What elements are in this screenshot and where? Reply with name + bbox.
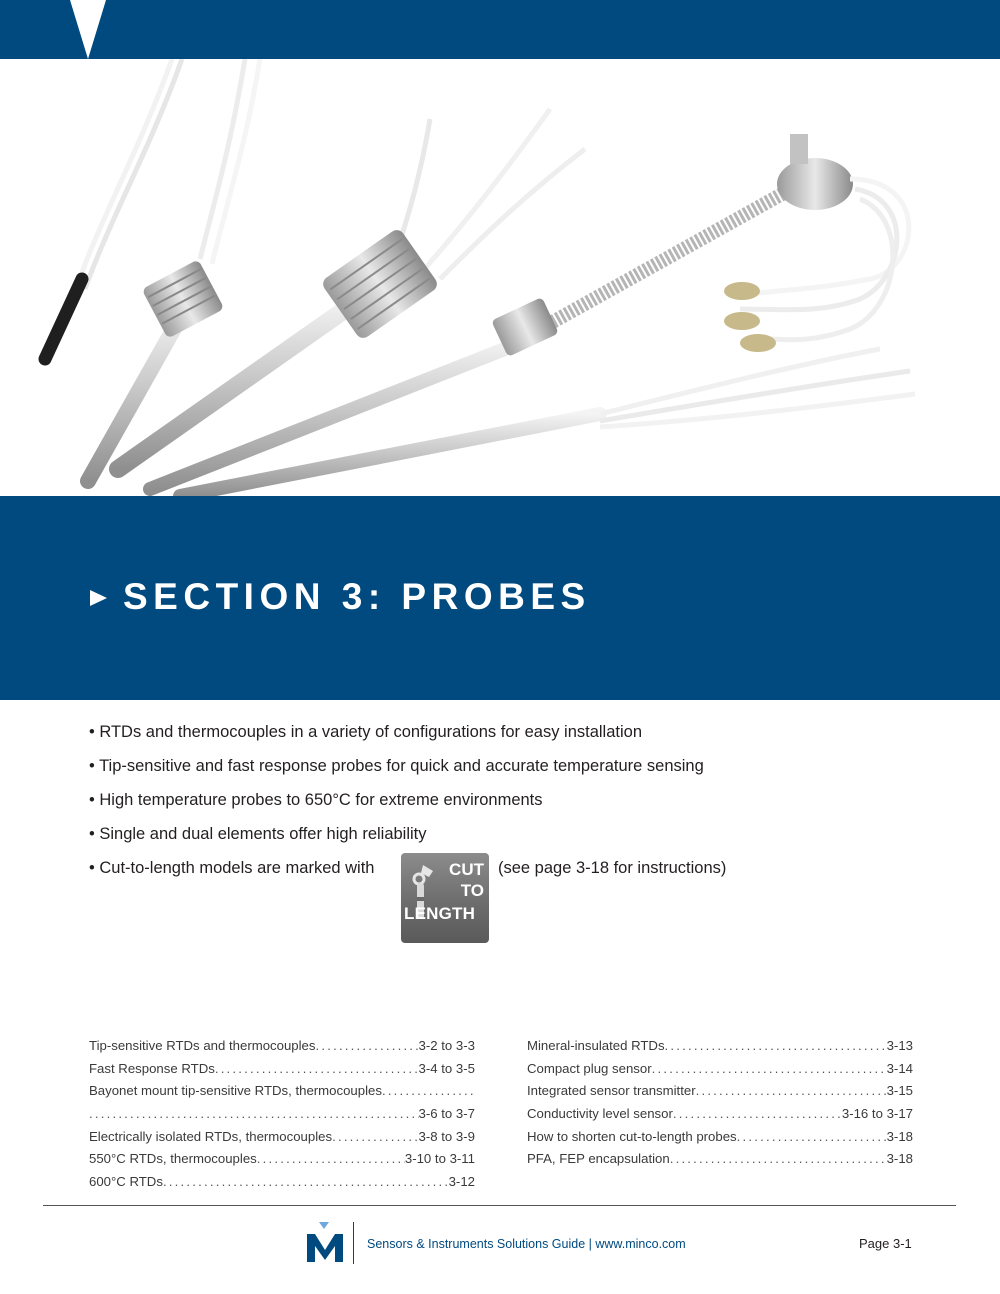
footer-divider — [43, 1205, 956, 1206]
toc-row[interactable] — [527, 1058, 913, 1081]
toc-label: Bayonet mount tip-sensitive RTDs, thermocouples — [89, 1083, 382, 1099]
toc-label: Conductivity level sensor — [527, 1106, 673, 1122]
section-title-text: SECTION 3: PROBES — [123, 576, 591, 617]
play-arrow-icon — [90, 590, 107, 606]
toc-page: 3-2 to 3-3 — [418, 1038, 475, 1053]
probes-product-photo — [0, 59, 1000, 496]
toc-label: Tip-sensitive RTDs and thermocouples — [89, 1038, 316, 1053]
toc-row[interactable] — [527, 1080, 913, 1103]
toc-label: 550°C RTDs, thermocouples — [89, 1151, 257, 1167]
toc-label: Integrated sensor transmitter — [527, 1083, 696, 1099]
toc-label: How to shorten cut-to-length probes — [527, 1128, 737, 1144]
cut-to-length-prefix: • Cut-to-length models are marked with — [89, 859, 375, 877]
toc-page: 3-15 — [886, 1083, 913, 1099]
toc-page: 3-6 to 3-7 — [418, 1106, 475, 1122]
feature-list — [89, 720, 969, 923]
toc-leader-dots — [332, 1126, 418, 1149]
feature-item: • RTDs and thermocouples in a variety of configurations for easy installation — [89, 723, 642, 741]
toc-row[interactable] — [89, 1103, 475, 1126]
toc-page: 3-14 — [886, 1060, 913, 1076]
section-heading — [90, 576, 591, 618]
toc-row[interactable] — [89, 1035, 475, 1058]
toc-row[interactable] — [89, 1148, 475, 1171]
toc-row[interactable] — [89, 1080, 475, 1103]
toc-row[interactable] — [89, 1058, 475, 1081]
toc-page: 3-4 to 3-5 — [418, 1060, 475, 1076]
toc-label: Mineral-insulated RTDs — [527, 1038, 665, 1053]
footer-guide-text: Sensors & Instruments Solutions Guide | www.minco.com — [367, 1237, 686, 1251]
toc-label: 600°C RTDs — [89, 1174, 163, 1190]
toc-leader-dots — [673, 1103, 842, 1126]
toc-page: 3-12 — [448, 1174, 475, 1190]
header-notch-marker — [70, 0, 106, 59]
toc-leader-dots — [665, 1035, 887, 1058]
feature-item: • Tip-sensitive and fast response probes for quick and accurate temperature sensing — [89, 757, 704, 775]
header-band — [0, 0, 1000, 59]
toc-leader-dots — [257, 1148, 405, 1171]
toc-leader-dots — [382, 1080, 475, 1103]
toc-left-column — [89, 1035, 475, 1194]
toc-label: Fast Response RTDs — [89, 1060, 215, 1076]
toc-label: Electrically isolated RTDs, thermocouples — [89, 1128, 333, 1144]
toc-right-column — [527, 1035, 913, 1171]
footer-separator — [353, 1222, 354, 1264]
toc-leader-dots — [315, 1035, 418, 1058]
toc-leader-dots — [215, 1058, 419, 1081]
feature-item-cut-to-length — [89, 856, 969, 923]
toc-page: 3-18 — [886, 1151, 913, 1167]
toc-page: 3-8 to 3-9 — [418, 1128, 475, 1144]
minco-logo-icon — [305, 1222, 345, 1264]
toc-page: 3-13 — [886, 1038, 913, 1053]
toc-page: 3-10 to 3-11 — [404, 1151, 475, 1167]
badge-word-length: LENGTH — [404, 904, 476, 923]
toc-leader-dots — [737, 1126, 887, 1149]
badge-word-to: TO — [460, 881, 484, 900]
toc-row[interactable] — [527, 1035, 913, 1058]
toc-leader-dots — [163, 1171, 449, 1194]
toc-leader-dots — [89, 1103, 419, 1126]
toc-label: Compact plug sensor — [527, 1060, 652, 1076]
feature-item: • Single and dual elements offer high reliability — [89, 825, 427, 843]
toc-row[interactable] — [527, 1148, 913, 1171]
toc-leader-dots — [670, 1148, 887, 1171]
toc-row[interactable] — [527, 1103, 913, 1126]
toc-row[interactable] — [89, 1171, 475, 1194]
feature-item: • High temperature probes to 650°C for extreme environments — [89, 791, 543, 809]
cut-to-length-badge — [401, 853, 489, 943]
toc-page: 3-16 to 3-17 — [841, 1106, 913, 1122]
page-number: Page 3-1 — [859, 1236, 912, 1251]
toc-leader-dots — [652, 1058, 887, 1081]
toc-row[interactable] — [89, 1126, 475, 1149]
cut-to-length-suffix: (see page 3-18 for instructions) — [498, 859, 727, 877]
toc-leader-dots — [696, 1080, 887, 1103]
badge-word-cut: CUT — [449, 860, 484, 879]
toc-page: 3-18 — [886, 1128, 913, 1144]
toc-label: PFA, FEP encapsulation — [527, 1151, 670, 1167]
toc-row[interactable] — [527, 1126, 913, 1149]
